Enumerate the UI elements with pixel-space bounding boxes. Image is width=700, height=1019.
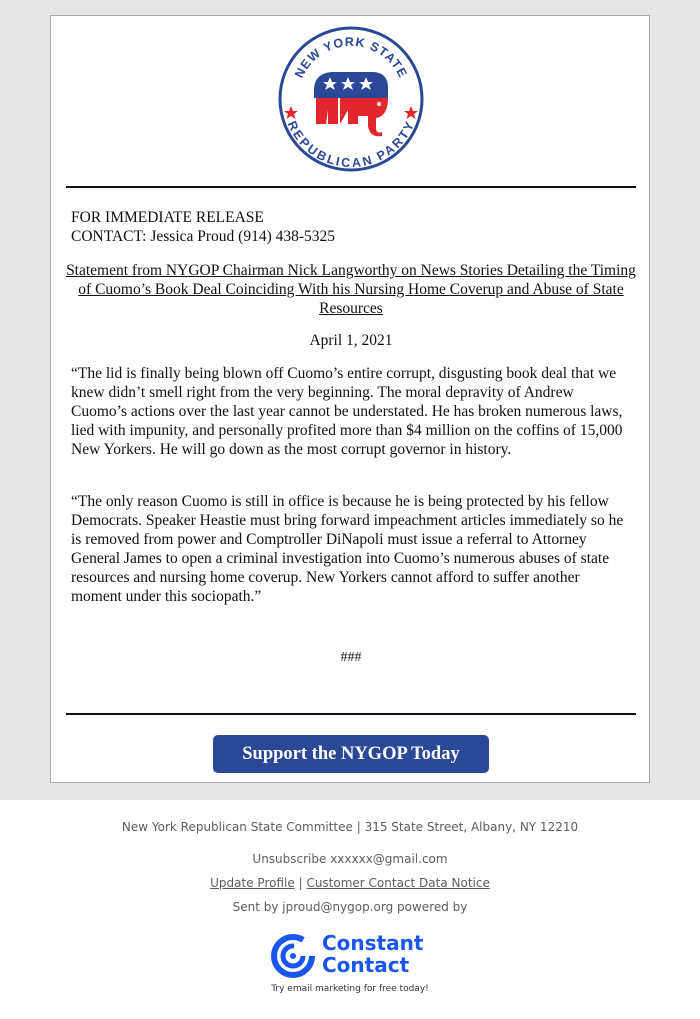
statement-paragraph: “The lid is finally being blown off Cuomo’s entire corrupt, disgusting book deal that we knew didn’t smell right from the very beginning. The moral depravity of Andrew Cuomo’s actions over the last year cannot be understated. He has broken numerous laws, lied with impunity, and personally profited more than $4 million on the coffins of 15,000 New Yorkers. He will go down as the most corrupt governor in history. bbox=[71, 365, 623, 458]
data-notice-link[interactable]: Customer Contact Data Notice bbox=[306, 876, 490, 890]
statement-paragraph: “The only reason Cuomo is still in office is because he is being protected by his fellow Democrats. Speaker Heastie must bring forward impeachment articles immediately so he is removed from power and Comptroller DiNapoli must issue a referral to Attorney General James to open a criminal investigation into Cuomo’s numerous abuses of state resources and nursing home coverup. New Yorkers cannot afford to suffer another moment under this sociopath.” bbox=[71, 493, 624, 605]
footer-links bbox=[0, 876, 700, 890]
logo-arc-bottom: REPUBLICAN PARTY bbox=[284, 118, 418, 170]
constant-contact-wordmark: Constant Contact bbox=[322, 931, 424, 977]
sent-by: Sent by jproud@nygop.org powered by bbox=[232, 900, 468, 914]
update-profile-link[interactable]: Update Profile bbox=[210, 876, 295, 890]
contact-line: CONTACT: Jessica Proud (914) 438-5325 bbox=[71, 228, 336, 245]
sender-address: New York Republican State Committee | 315 State Street, Albany, NY 12210 bbox=[121, 820, 579, 834]
email-card bbox=[50, 15, 650, 783]
logo-arc-top: NEW YORK STATE bbox=[291, 34, 411, 81]
headline: Statement from NYGOP Chairman Nick Langworthy on News Stories Detailing the Timing of Cuomo’s Book Deal Coinciding With his Nursing Home Coverup and Abuse of State Resources bbox=[66, 262, 636, 317]
constant-contact-logo[interactable] bbox=[270, 932, 430, 980]
constant-contact-icon bbox=[270, 933, 316, 979]
release-block bbox=[71, 208, 335, 246]
divider-top bbox=[66, 186, 636, 188]
link-separator: | bbox=[298, 876, 303, 890]
nygop-logo bbox=[276, 24, 426, 174]
end-mark: ### bbox=[340, 650, 362, 665]
divider-bottom bbox=[66, 713, 636, 715]
support-button[interactable]: Support the NYGOP Today bbox=[213, 735, 489, 773]
release-line: FOR IMMEDIATE RELEASE bbox=[71, 209, 264, 226]
release-date: April 1, 2021 bbox=[309, 332, 393, 349]
cc-tagline[interactable]: Try email marketing for free today! bbox=[271, 984, 429, 994]
unsubscribe-link[interactable]: Unsubscribe xxxxxx@gmail.com bbox=[252, 852, 448, 866]
footer bbox=[0, 800, 700, 1019]
